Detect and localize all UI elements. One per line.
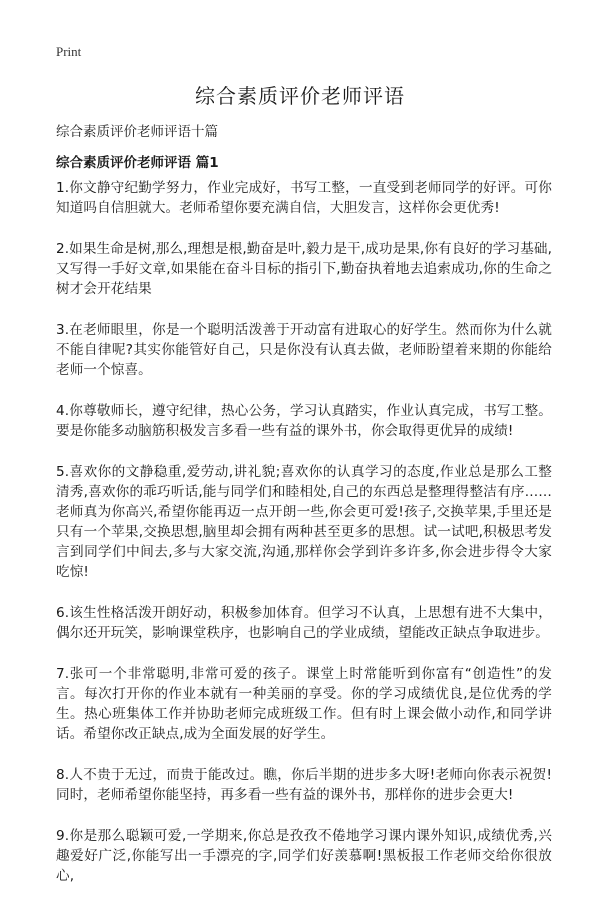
- paragraph-7: 7.张可一个非常聪明,非常可爱的孩子。课堂上时常能听到你富有“创造性”的发言。每次打开你的作业本就有一种美丽的享受。你的学习成绩优良,是位优秀的学生。热心班集体工作并协助老师完成班级工作。但有时上课会做小动作,和同学讲话。希望你改正缺点,成为全面发展的好学生。: [56, 666, 552, 742]
- paragraph-3: 3.在老师眼里，你是一个聪明活泼善于开动富有进取心的好学生。然而你为什么就不能自律呢?其实你能管好自己，只是你没有认真去做，老师盼望着来期的你能给老师一个惊喜。: [56, 322, 552, 378]
- document-subtitle: 综合素质评价老师评语十篇: [56, 124, 218, 140]
- paragraph-5: 5.喜欢你的文静稳重,爱劳动,讲礼貌;喜欢你的认真学习的态度,作业总是那么工整清秀,喜欢你的乖巧听话,能与同学们和睦相处,自己的东西总是整理得整洁有序……老师真为你高兴,希望你能再迈一点开朗一些,你会更可爱!孩子,交换苹果,手里还是只有一个苹果,交换思想,脑里却会拥有两种甚至更多的思想。试一试吧,积极思考发言到同学们中间去,多与大家交流,沟通,那样你会学到许多许多,你会进步得令大家吃惊!: [56, 464, 552, 580]
- section-heading: 综合素质评价老师评语 篇1: [56, 155, 219, 171]
- paragraph-4: 4.你尊敬师长，遵守纪律，热心公务，学习认真踏实，作业认真完成，书写工整。要是你能多动脑筋积极发言多看一些有益的课外书，你会取得更优异的成绩!: [56, 403, 552, 439]
- paragraph-8: 8.人不贵于无过，而贵于能改过。瞧，你后半期的进步多大呀!老师向你表示祝贺!同时，老师希望你能坚持，再多看一些有益的课外书，那样你的进步会更大!: [56, 767, 552, 803]
- document-title: 综合素质评价老师评语: [195, 84, 405, 108]
- paragraph-1: 1.你文静守纪勤学努力，作业完成好，书写工整，一直受到老师同学的好评。可你知道吗自信胆就大。老师希望你要充满自信，大胆发言，这样你会更优秀!: [56, 180, 552, 216]
- print-link[interactable]: Print: [56, 44, 82, 59]
- document-body: [56, 178, 552, 907]
- paragraph-6: 6.该生性格活泼开朗好动，积极参加体育。但学习不认真，上思想有进不大集中，偶尔还开玩笑，影响课堂秩序，也影响自己的学业成绩，望能改正缺点争取进步。: [56, 605, 552, 641]
- paragraph-9: 9.你是那么聪颖可爱,一学期来,你总是孜孜不倦地学习课内课外知识,成绩优秀,兴趣爱好广泛,你能写出一手漂亮的字,同学们好羡慕啊!黑板报工作老师交给你很放心,: [56, 828, 552, 884]
- paragraph-2: 2.如果生命是树,那么,理想是根,勤奋是叶,毅力是干,成功是果,你有良好的学习基础,又写得一手好文章,如果能在奋斗目标的指引下,勤奋执着地去追索成功,你的生命之树才会开花结果: [56, 241, 553, 297]
